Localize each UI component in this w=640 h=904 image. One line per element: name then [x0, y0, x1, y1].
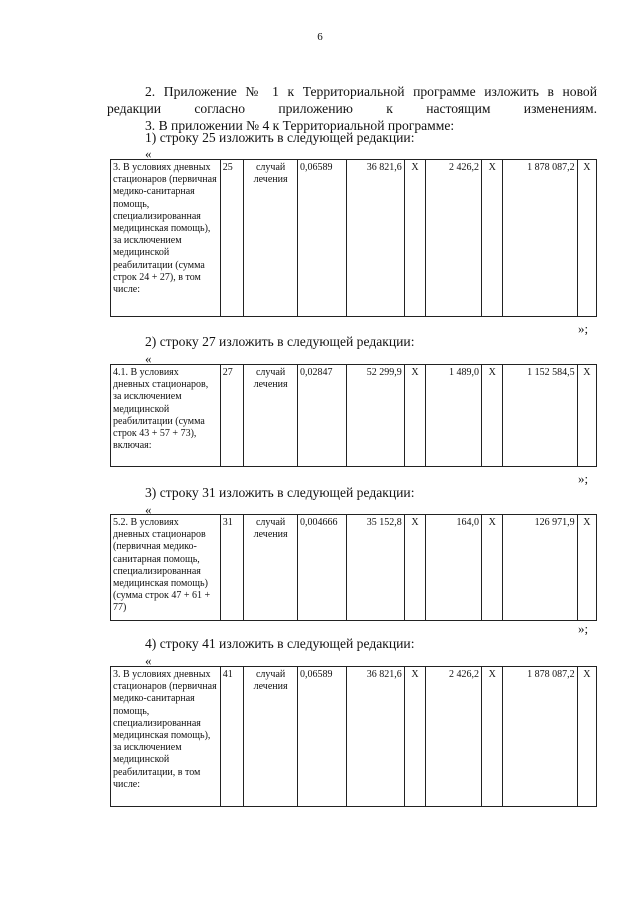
page-number: 6 [317, 31, 323, 43]
row-name: 3. В условиях дневных стационаров (первичная медико-санитарная помощь, специализированная медицинская помощь), за исключением медицинской реабилитации (сумма строк 24 + 27), в том числе: [111, 160, 221, 317]
paragraph-3: 3. В приложении № 4 к Территориальной программе: [145, 118, 455, 133]
row-x-2: Х [482, 667, 503, 807]
row-x-2: Х [482, 365, 503, 467]
row-x-3: Х [577, 667, 596, 807]
row-value-2: 36 821,6 [346, 667, 404, 807]
quote-close-3: »; [578, 621, 589, 636]
row-unit: случай лечения [244, 667, 298, 807]
row-number: 31 [220, 515, 243, 621]
row-value-1: 0,004666 [298, 515, 347, 621]
row-x-1: Х [404, 160, 425, 317]
section-heading-2: 2) строку 27 изложить в следующей редакции: [145, 334, 415, 349]
table-row [111, 365, 597, 467]
paragraph-2: 2. Приложение № 1 к Территориальной программе изложить в новой редакции согласно приложению к настоящим изменениям. [107, 84, 597, 116]
row-value-2: 36 821,6 [346, 160, 404, 317]
row-value-4: 1 152 584,5 [503, 365, 577, 467]
row-value-3: 1 489,0 [426, 365, 482, 467]
row-value-4: 126 971,9 [503, 515, 577, 621]
row-x-1: Х [404, 515, 425, 621]
quote-close-1: »; [578, 321, 589, 336]
row-unit: случай лечения [244, 515, 298, 621]
quote-open-2: « [145, 351, 152, 366]
row-value-4: 1 878 087,2 [503, 160, 577, 317]
table-row [111, 515, 597, 621]
table-row [111, 160, 597, 317]
row-x-3: Х [577, 365, 596, 467]
quote-open-3: « [145, 502, 152, 517]
row-x-1: Х [404, 365, 425, 467]
row-name: 3. В условиях дневных стационаров (первичная медико-санитарная помощь, специализированная медицинская помощь), за исключением медицинской реабилитации, в том числе: [111, 667, 221, 807]
quote-open-4: « [145, 653, 152, 668]
quote-open-1: « [145, 146, 152, 161]
row-x-1: Х [404, 667, 425, 807]
row-value-1: 0,02847 [298, 365, 347, 467]
section-heading-1: 1) строку 25 изложить в следующей редакции: [145, 130, 415, 145]
replacement-table-1 [110, 159, 597, 317]
table-row [111, 667, 597, 807]
row-x-3: Х [577, 160, 596, 317]
row-name: 5.2. В условиях дневных стационаров (первичная медико-санитарная помощь, специализированная медицинская помощь) (сумма строк 47 + 61 + 77) [111, 515, 221, 621]
row-value-3: 164,0 [426, 515, 482, 621]
replacement-table-2 [110, 364, 597, 467]
row-number: 41 [220, 667, 243, 807]
row-value-3: 2 426,2 [426, 667, 482, 807]
row-x-3: Х [577, 515, 596, 621]
replacement-table-4 [110, 666, 597, 807]
quote-close-2: »; [578, 471, 589, 486]
row-value-1: 0,06589 [298, 667, 347, 807]
row-value-2: 35 152,8 [346, 515, 404, 621]
row-number: 25 [220, 160, 243, 317]
row-number: 27 [220, 365, 243, 467]
row-unit: случай лечения [244, 365, 298, 467]
section-heading-4: 4) строку 41 изложить в следующей редакции: [145, 636, 415, 651]
row-name: 4.1. В условиях дневных стационаров, за исключением медицинской реабилитации (сумма строк 43 + 57 + 73), включая: [111, 365, 221, 467]
row-value-2: 52 299,9 [346, 365, 404, 467]
row-x-2: Х [482, 515, 503, 621]
replacement-table-3 [110, 514, 597, 621]
section-heading-3: 3) строку 31 изложить в следующей редакции: [145, 485, 415, 500]
row-x-2: Х [482, 160, 503, 317]
row-value-3: 2 426,2 [426, 160, 482, 317]
row-value-4: 1 878 087,2 [503, 667, 577, 807]
row-unit: случай лечения [244, 160, 298, 317]
row-value-1: 0,06589 [298, 160, 347, 317]
